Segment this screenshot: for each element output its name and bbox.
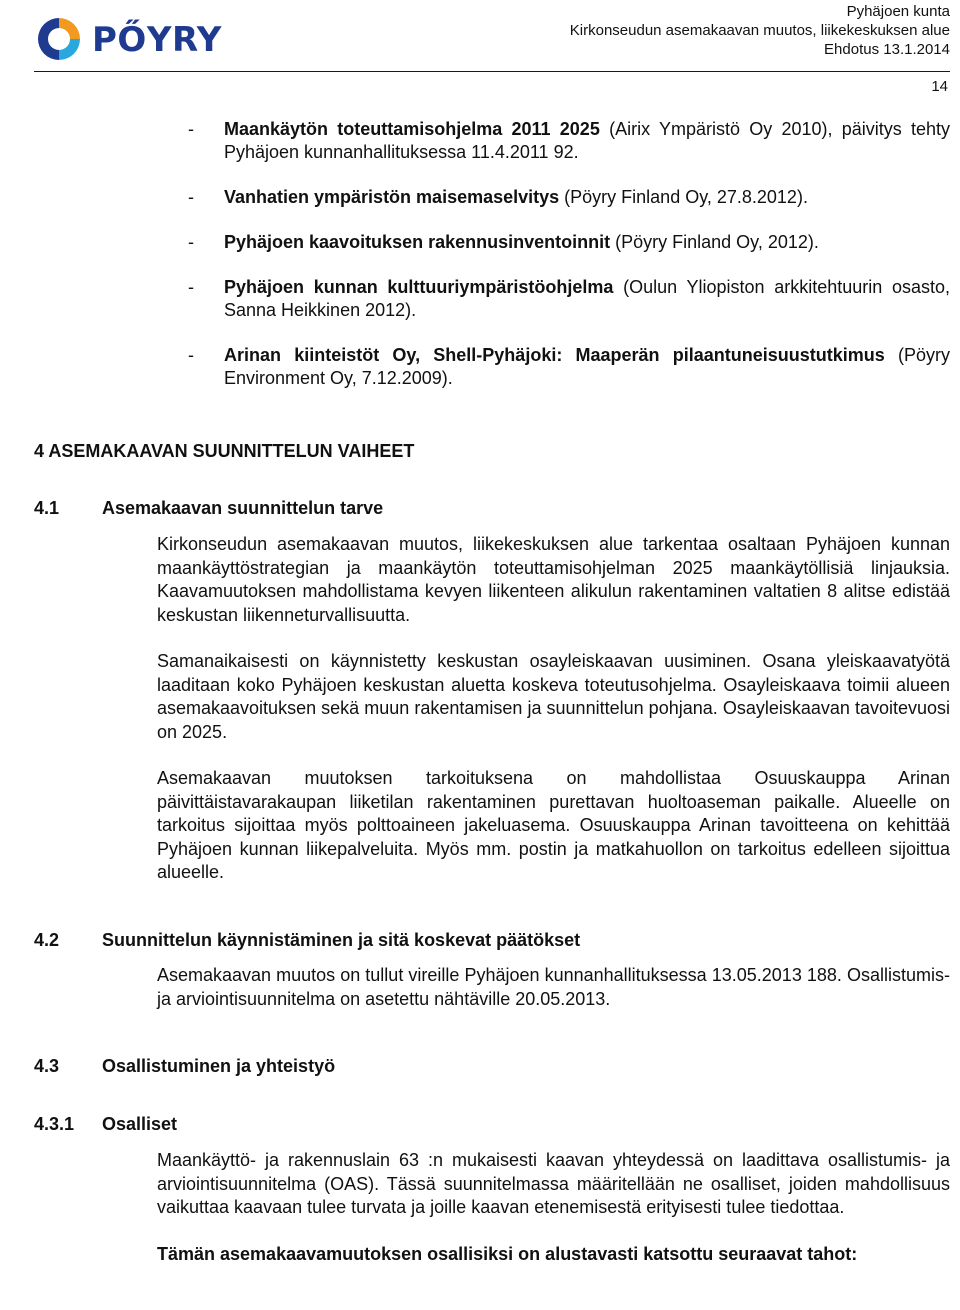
list-item [188, 118, 950, 164]
subsection-heading [34, 929, 580, 952]
list-item-title: Vanhatien ympäristön maisemaselvitys [224, 187, 560, 207]
subsection-heading [34, 497, 383, 520]
list-item-title: Arinan kiinteistöt Oy, Shell-Pyhäjoki: Maaperän pilaantuneisuustutkimus [224, 345, 885, 365]
section-heading: 4 ASEMAKAAVAN SUUNNITTELUN VAIHEET [34, 441, 415, 461]
list-item-text: (Pöyry Finland Oy, 2012). [610, 232, 819, 252]
header-divider [34, 71, 950, 72]
section-body [157, 1149, 950, 1289]
poyry-logo [34, 14, 244, 64]
reference-list [188, 118, 950, 412]
subsection-number: 4.2 [34, 930, 60, 950]
logo-wordmark: PŐYRY [92, 20, 222, 60]
list-bullet: - [188, 119, 194, 139]
list-item-text: (Airix Ympäristö Oy 2010), päivitys tehty Pyhäjoen kunnanhallituksessa 11.4.2011 92. [224, 119, 950, 162]
list-item-text: (Oulun Yliopiston arkkitehtuurin osasto, Sanna Heikkinen 2012). [224, 277, 950, 320]
subsection-heading [34, 1113, 177, 1136]
subsection-number: 4.3 [34, 1056, 60, 1076]
subsection-title: Osallistuminen ja yhteistyö [102, 1056, 336, 1076]
paragraph: Tämän asemakaavamuutoksen osallisiksi on alustavasti katsottu seuraavat tahot: [157, 1243, 858, 1264]
municipality-name: Pyhäjoen kunta [846, 3, 950, 20]
list-item [188, 186, 950, 209]
list-item [188, 276, 950, 322]
subsection-heading [34, 1055, 335, 1078]
list-item [188, 231, 950, 254]
paragraph: Asemakaavan muutos on tullut vireille Pyhäjoen kunnanhallituksessa 13.05.2013 188. Osallistumis- ja arviointisuunnitelma on asetettu nähtäville 20.05.2013. [157, 965, 950, 1009]
subsection-title: Osalliset [102, 1114, 178, 1134]
subsection-title: Asemakaavan suunnittelun tarve [102, 498, 384, 518]
list-item-title: Pyhäjoen kunnan kulttuuriympäristöohjelma [224, 277, 614, 297]
project-name: Kirkonseudun asemakaavan muutos, liikekeskuksen alue [569, 22, 950, 39]
paragraph: Samanaikaisesti on käynnistetty keskustan osayleiskaavan uusiminen. Osana yleiskaavatyötä laaditaan koko Pyhäjoen keskustan aluetta koskeva toteutusohjelma. Osayleiskaava toimii alueen asemakaavoituksen sekä muun rakentamisen ja suunnittelun pohjana. Osayleiskaavan tavoitevuosi on 2025. [157, 651, 950, 742]
subsection-number: 4.3.1 [34, 1114, 75, 1134]
subsection-number: 4.1 [34, 498, 60, 518]
list-item [188, 344, 950, 390]
paragraph: Maankäyttö- ja rakennuslain 63 :n mukaisesti kaavan yhteydessä on laadittava osallistumis- ja arviointisuunnitelma (OAS). Tässä suunnitelmassa määritellään ne osalliset, joiden mahdollisuus vaikuttaa kaavaan tulee turvata ja joille kaavan etenemisestä erityisesti tulee tiedottaa. [157, 1150, 950, 1217]
section-body [157, 533, 950, 908]
list-item-title: Maankäytön toteuttamisohjelma 2011 2025 [224, 119, 600, 139]
paragraph: Kirkonseudun asemakaavan muutos, liikekeskuksen alue tarkentaa osaltaan Pyhäjoen kunnan maankäyttöstrategian ja maankäytön toteuttamisohjelman 2025 maankäytöllisiä linjauksia. Kaavamuutoksen mahdollistama kevyen liikenteen alikulun rakentaminen valtatien 8 alitse edistää keskustan liikenneturvallisuutta. [157, 534, 950, 625]
page-number: 14 [931, 78, 948, 95]
list-item-text: (Pöyry Finland Oy, 27.8.2012). [559, 187, 808, 207]
list-item-title: Pyhäjoen kaavoituksen rakennusinventoinnit [224, 232, 611, 252]
list-bullet: - [188, 277, 194, 297]
poyry-logo-icon [34, 14, 84, 64]
list-bullet: - [188, 232, 194, 252]
list-bullet: - [188, 345, 194, 365]
list-bullet: - [188, 187, 194, 207]
document-header-info [570, 2, 950, 59]
draft-date: Ehdotus 13.1.2014 [824, 41, 950, 58]
paragraph: Asemakaavan muutoksen tarkoituksena on mahdollistaa Osuuskauppa Arinan päivittäistavarakaupan liiketilan rakentaminen purettavan huoltoaseman paikalle. Alueelle on tarkoitus sijoittaa myös polttoaineen jakeluasema. Osuuskauppa Arinan tavoitteena on kehittää Pyhäjoen kunnan liikepalveluita. Myös mm. postin ja matkahuollon on tarkoitus edelleen sijoittua alueelle. [157, 768, 950, 882]
section-body [157, 964, 950, 1034]
list-item-text: (Pöyry Environment Oy, 7.12.2009). [224, 345, 950, 388]
subsection-title: Suunnittelun käynnistäminen ja sitä koskevat päätökset [102, 930, 581, 950]
